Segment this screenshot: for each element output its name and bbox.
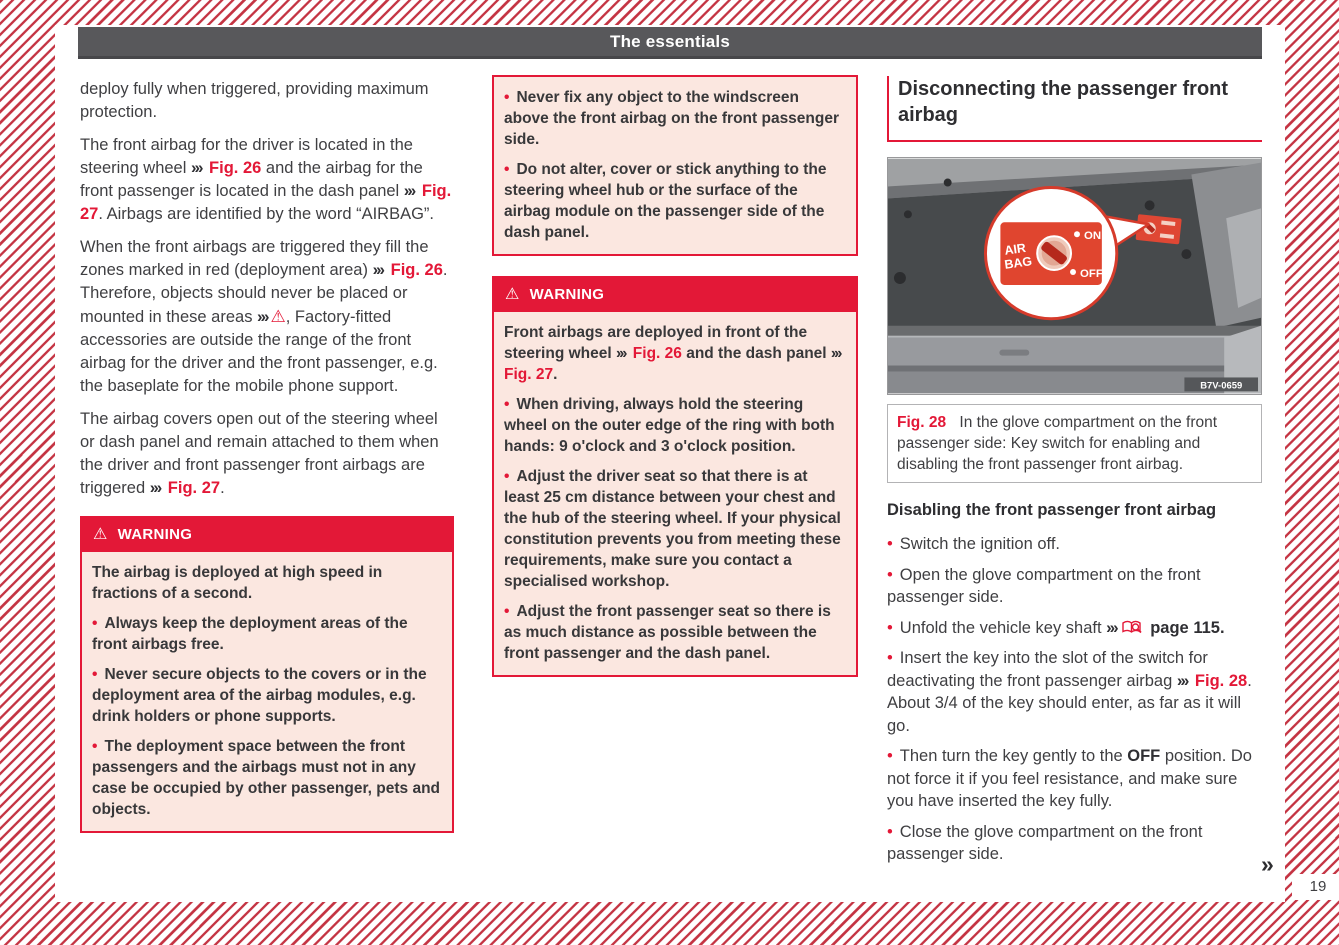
bullet-dot: • — [92, 615, 98, 632]
text-run: Never fix any object to the windscreen above the front airbag on the front passenger side. — [504, 89, 840, 148]
warning-text — [504, 322, 846, 385]
subheading: Disabling the front passenger front airbag — [887, 501, 1217, 519]
bullet-dot: • — [887, 565, 893, 584]
paragraph — [80, 236, 454, 398]
column-middle — [492, 75, 858, 677]
bullet-dot: • — [887, 747, 893, 765]
reference-mark: ››› — [190, 159, 202, 177]
column-left — [80, 78, 454, 833]
figure-label: Fig. 28 — [897, 414, 947, 431]
section-heading: Disconnecting the passenger front airbag — [887, 76, 1262, 142]
text-run: Adjust the driver seat so that there is at least 25 cm distance between your chest and the hub of the steering wheel. If your physical constitution prevents you from meeting these requirements, make sure you contact a specialised workshop. — [504, 468, 841, 590]
reference-mark: ››› — [149, 479, 161, 497]
text-run: Then turn the key gently to the — [899, 747, 1128, 765]
text-run: . Therefore, objects should never be placed or mounted in these areas — [80, 261, 448, 326]
step-item — [887, 745, 1262, 813]
text-run: Front airbags are deployed in front of the steering wheel — [504, 324, 808, 362]
paragraph — [80, 78, 454, 124]
text-run: , Factory-fitted accessories are outside the range of the front airbag for the driver and the front passenger, e.g. the baseplate for the mobile phone support. — [80, 308, 438, 395]
warning-bullet — [504, 601, 846, 664]
warning-header-label: WARNING — [117, 526, 193, 543]
page-number: 19 — [1292, 874, 1339, 900]
reference-mark: ››› — [1106, 618, 1117, 637]
text-run: and the airbag for the front passenger is located in the dash panel — [80, 159, 423, 200]
warning-body — [494, 312, 856, 675]
text-run: position. Do not force it if you feel resistance, and make sure you have inserted the key fully. — [887, 747, 1252, 810]
bullet-dot: • — [887, 535, 893, 553]
warning-box-continuation — [492, 75, 858, 256]
airbag-label-line2: BAG — [1003, 254, 1033, 272]
text-run: The airbag is deployed at high speed in fractions of a second. — [92, 564, 383, 602]
text-run: and the dash panel — [681, 345, 831, 362]
bullet-dot: • — [504, 603, 510, 620]
text-run: The deployment space between the front passengers and the airbags must not in any case be occupied by other passenger, pets and objects. — [92, 738, 441, 818]
page-title: The essentials — [610, 32, 730, 51]
text-run: Always keep the deployment areas of the front airbags free. — [92, 615, 408, 653]
figure-reference[interactable]: Fig. 26 — [386, 261, 443, 279]
warning-bullet — [504, 394, 846, 457]
warning-triangle-icon: ⚠ — [93, 526, 108, 543]
bullet-dot: • — [92, 738, 98, 755]
warning-body — [82, 552, 452, 831]
text-run: . Airbags are identified by the word “AIRBAG”. — [98, 205, 435, 223]
text-run: Never secure objects to the covers or in the deployment area of the airbag modules, e.g. drink holders or phone supports. — [92, 666, 427, 725]
page-reference[interactable]: page 115. — [1145, 618, 1225, 637]
text-run: When the front airbags are triggered they fill the zones marked in red (deployment area) — [80, 238, 429, 279]
reference-mark: ››› — [615, 345, 626, 362]
bullet-dot: • — [887, 618, 893, 637]
off-position-label: OFF — [1127, 747, 1161, 765]
reference-mark: ››› — [403, 182, 415, 200]
warning-header-label: WARNING — [529, 286, 605, 303]
figure-reference[interactable]: Fig. 27 — [504, 366, 554, 383]
warning-header — [82, 518, 452, 552]
warning-bullet — [504, 466, 846, 592]
manual-page — [55, 25, 1327, 902]
warning-bullet — [92, 664, 442, 727]
text-run: . About 3/4 of the key should enter, as far as it will go. — [887, 671, 1252, 735]
on-label: ON — [1083, 230, 1102, 243]
bullet-dot: • — [92, 666, 98, 683]
continuation-mark: » — [1261, 851, 1274, 877]
figure-reference[interactable]: Fig. 26 — [628, 345, 682, 362]
bullet-dot: • — [504, 396, 510, 413]
step-item — [887, 564, 1262, 609]
text-run: Do not alter, cover or stick anything to the steering wheel hub or the surface of the airbag module on the passenger side of the dash panel. — [504, 161, 827, 241]
warning-bullet — [92, 736, 442, 820]
warning-bullet — [504, 87, 846, 150]
reference-mark: ››› — [257, 308, 268, 326]
airbag-switch-panel — [1000, 222, 1102, 285]
text-run: Open the glove compartment on the front passenger side. — [887, 565, 1201, 606]
bullet-dot: • — [504, 89, 510, 106]
figure-caption — [887, 404, 1262, 483]
glove-compartment-photo — [888, 158, 1261, 394]
text-run: Close the glove compartment on the front passenger side. — [887, 822, 1203, 863]
text-run: When driving, always hold the steering wheel on the outer edge of the ring with both hands: 9 o'clock and 3 o'clock position. — [504, 396, 835, 455]
text-run: Switch the ignition off. — [899, 535, 1060, 553]
page-header-bar — [78, 27, 1262, 59]
text-run: The airbag covers open out of the steering wheel or dash panel and remain attached to them when the driver and front passenger front airbags are triggered — [80, 410, 439, 497]
off-label: OFF — [1079, 267, 1103, 280]
bullet-dot: • — [504, 468, 510, 485]
text-run: deploy fully when triggered, providing maximum protection. — [80, 80, 429, 121]
text-run: Insert the key into the slot of the switch for deactivating the front passenger airbag — [887, 649, 1208, 690]
text-run: . — [553, 366, 558, 383]
warning-box-airbag-deployment — [80, 516, 454, 833]
warning-box-driving-position — [492, 276, 858, 677]
book-reference-icon — [1122, 620, 1142, 635]
reference-mark: ››› — [830, 345, 841, 362]
text-run: Adjust the front passenger seat so there is as much distance as possible between the front passenger and the dash panel. — [504, 603, 831, 662]
warning-triangle-icon: ⚠ — [505, 286, 520, 303]
caption-text: In the glove compartment on the front passenger side: Key switch for enabling and disabling the front passenger front airbag. — [897, 414, 1218, 473]
warning-bullet — [92, 613, 442, 655]
warning-body — [494, 77, 856, 254]
text-run: . — [220, 479, 225, 497]
figure-28-image — [887, 157, 1262, 395]
warning-header — [494, 278, 856, 312]
figure-reference[interactable]: Fig. 26 — [204, 159, 262, 177]
step-item — [887, 617, 1262, 640]
bullet-dot: • — [504, 161, 510, 178]
step-item — [887, 533, 1262, 556]
text-run: The front airbag for the driver is located in the steering wheel — [80, 136, 413, 177]
warning-text — [92, 562, 442, 604]
step-item — [887, 647, 1262, 737]
reference-mark: ››› — [372, 261, 384, 279]
image-code-label: B7V-0659 — [1200, 380, 1243, 392]
bullet-dot: • — [887, 822, 893, 841]
step-item — [887, 821, 1262, 866]
reference-mark: ››› — [1176, 671, 1188, 690]
figure-reference[interactable]: Fig. 27 — [80, 182, 452, 223]
bullet-dot: • — [887, 649, 893, 667]
paragraph — [80, 408, 454, 500]
figure-reference[interactable]: Fig. 28 — [1190, 671, 1248, 690]
figure-reference[interactable]: Fig. 27 — [163, 479, 221, 497]
text-run: Unfold the vehicle key shaft — [899, 618, 1107, 637]
inline-warning-icon: ⚠ — [270, 307, 286, 326]
column-right — [887, 76, 1262, 874]
paragraph — [80, 134, 454, 226]
airbag-label-line1: AIR — [1003, 240, 1027, 258]
warning-bullet — [504, 159, 846, 243]
